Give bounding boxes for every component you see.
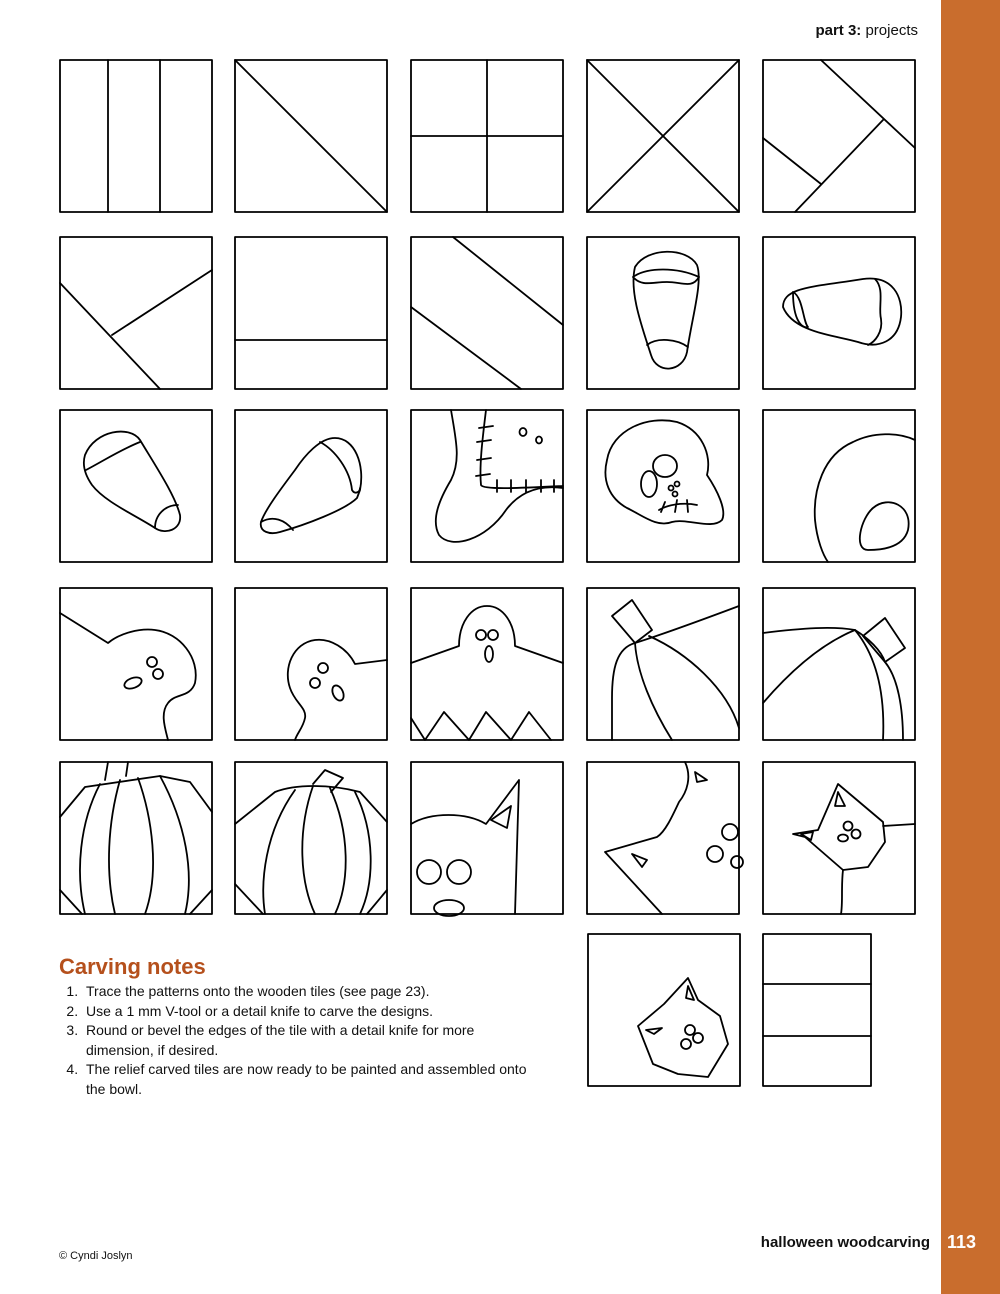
- pattern-tile-quarters: [411, 60, 563, 212]
- pattern-tile-vertical-thirds: [60, 60, 212, 212]
- pattern-tile-diagonal-band: [411, 237, 563, 389]
- pattern-tile-diagonal: [235, 60, 387, 212]
- pattern-tile-pumpkin-stem: [235, 762, 387, 914]
- pattern-tile-pumpkin-stem-right: [763, 588, 915, 740]
- pattern-tile-candy-corn-tilted-right: [235, 410, 387, 562]
- pattern-tile-angled-lines: [763, 60, 915, 212]
- part-label: part 3:: [815, 22, 862, 39]
- pattern-tile-candy-corn-vertical: [587, 237, 739, 389]
- pattern-tile-pumpkin-stem-left: [587, 588, 739, 740]
- pattern-tile-wedge: [60, 237, 212, 389]
- pattern-tile-cat-upside-down: [587, 762, 739, 914]
- running-header: [815, 22, 918, 39]
- page-number: 113: [947, 1232, 977, 1252]
- pattern-tile-ghost-center: [411, 588, 563, 740]
- pattern-tile-three-bands: [763, 934, 871, 1086]
- pattern-tile-candy-corn-horizontal: [763, 237, 915, 389]
- pattern-tile-skull-closeup: [763, 410, 915, 562]
- copyright: © Cyndi Joslyn: [59, 1250, 133, 1262]
- pattern-tile-skull: [587, 410, 739, 562]
- pattern-tile-ghost-left: [60, 588, 212, 740]
- page-edge-bar: [941, 0, 1000, 1294]
- notes-heading: Carving notes: [59, 954, 206, 979]
- note-item: 3. Round or bevel the edges of the tile with a detail knife for more dimension, if desired.: [82, 1021, 529, 1060]
- pattern-tile-stitched-patch: [411, 410, 563, 562]
- pattern-tile-ghost-small: [235, 588, 387, 740]
- note-item: 1. Trace the patterns onto the wooden tiles (see page 23).: [82, 982, 529, 1002]
- pattern-tile-cat-face: [411, 762, 563, 914]
- pattern-tile-horizontal-band: [235, 237, 387, 389]
- pattern-tile-pumpkin-front: [60, 762, 212, 914]
- pattern-tile-cat-head-small: [588, 934, 740, 1086]
- note-item: 2. Use a 1 mm V-tool or a detail knife to carve the designs.: [82, 1002, 529, 1022]
- carving-notes: [59, 954, 529, 1099]
- pattern-tile-x: [587, 60, 739, 212]
- pattern-tile-cat-head: [763, 762, 915, 914]
- book-title: halloween woodcarving: [760, 1234, 930, 1251]
- notes-list: [59, 982, 529, 1099]
- section-label: projects: [865, 22, 918, 39]
- note-item: 4. The relief carved tiles are now ready to be painted and assembled onto the bowl.: [82, 1060, 529, 1099]
- pattern-tile-candy-corn-tilted-left: [60, 410, 212, 562]
